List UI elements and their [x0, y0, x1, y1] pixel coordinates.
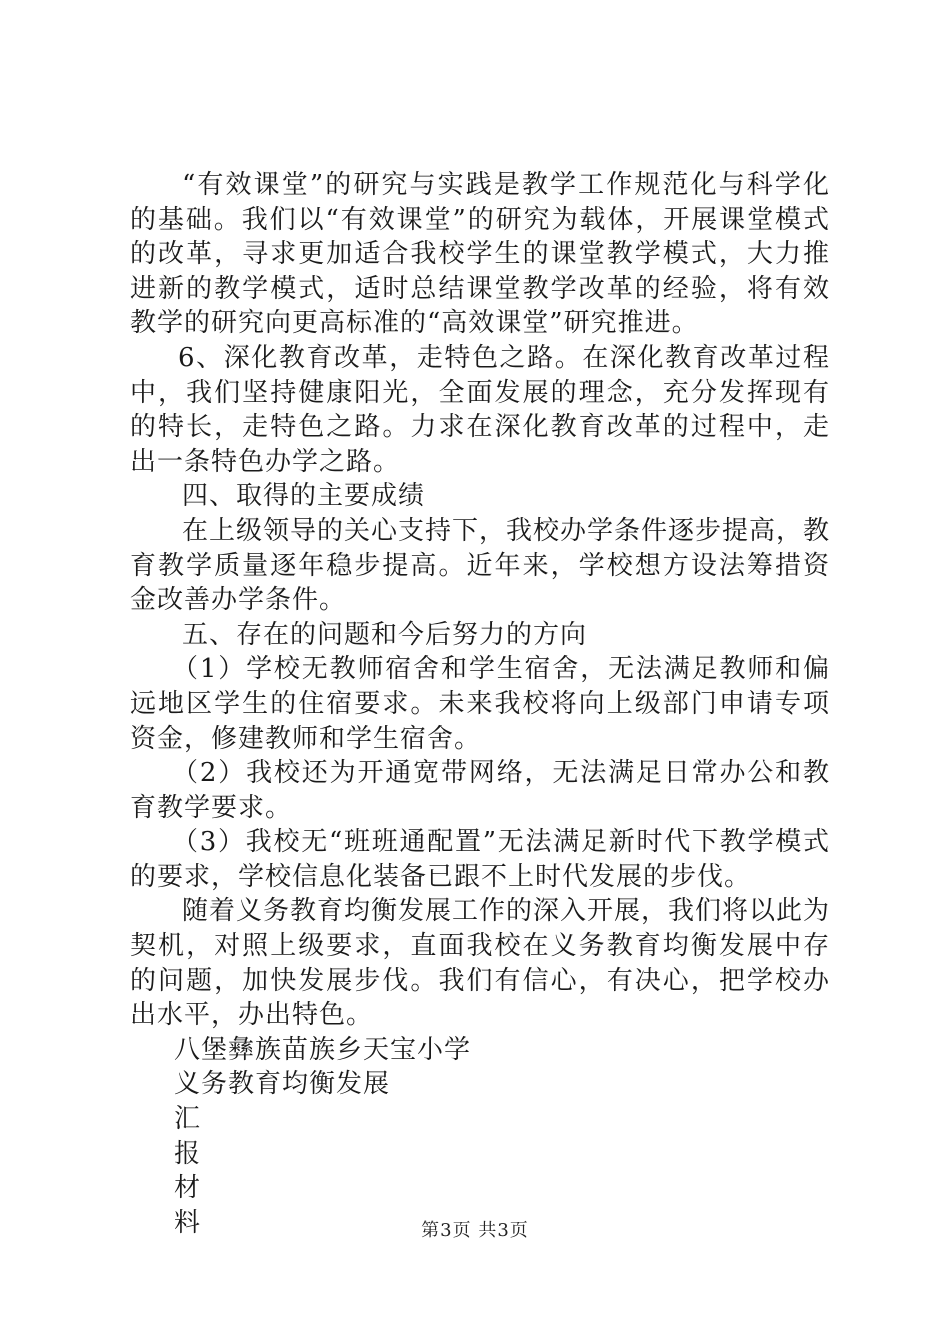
signature-char: 报	[174, 1138, 202, 1169]
section-heading-problems: 五、存在的问题和今后努力的方向	[182, 619, 588, 650]
paragraph-problem-1: （1）学校无教师宿舍和学生宿舍，无法满足教师和偏远地区学生的住宿要求。未来我校将向上级部门申请专项资金，修建教师和学生宿舍。	[130, 654, 830, 754]
paragraph-effective-classroom: “有效课堂”的研究与实践是教学工作规范化与科学化的基础。我们以“有效课堂”的研究为载体，开展课堂模式的改革，寻求更加适合我校学生的课堂教学模式，大力推进新的教学模式，适时总结课堂教学改革的经验，将有效教学的研究向更高标准的“高效课堂”研究推进。	[130, 170, 830, 339]
signature-school-name: 八堡彝族苗族乡天宝小学	[174, 1034, 472, 1065]
signature-char: 料	[174, 1207, 202, 1238]
signature-char: 汇	[174, 1104, 202, 1135]
paragraph-conclusion: 随着义务教育均衡发展工作的深入开展，我们将以此为契机，对照上级要求，直面我校在义务教育均衡发展中存的问题，加快发展步伐。我们有信心，有决心，把学校办出水平，办出特色。	[130, 896, 831, 1031]
signature-title: 义务教育均衡发展	[174, 1069, 391, 1100]
page-footer: 第3页 共3页	[421, 1220, 529, 1241]
paragraph-achievements: 在上级领导的关心支持下，我校办学条件逐步提高，教育教学质量逐年稳步提高。近年来，学校想方设法筹措资金改善办学条件。	[130, 515, 831, 616]
paragraph-deepen-reform: 6、深化教育改革，走特色之路。在深化教育改革过程中，我们坚持健康阳光，全面发展的理念，充分发挥现有的特长，走特色之路。力求在深化教育改革的过程中，走出一条特色办学之路。	[130, 342, 830, 477]
document-body	[130, 168, 830, 1240]
signature-char: 材	[174, 1173, 202, 1204]
paragraph-problem-3: （3）我校无“班班通配置”无法满足新时代下教学模式的要求，学校信息化装备已跟不上时代发展的步伐。	[130, 827, 830, 892]
section-heading-achievements: 四、取得的主要成绩	[182, 481, 426, 512]
paragraph-problem-2: （2）我校还为开通宽带网络，无法满足日常办公和教育教学要求。	[130, 758, 830, 823]
